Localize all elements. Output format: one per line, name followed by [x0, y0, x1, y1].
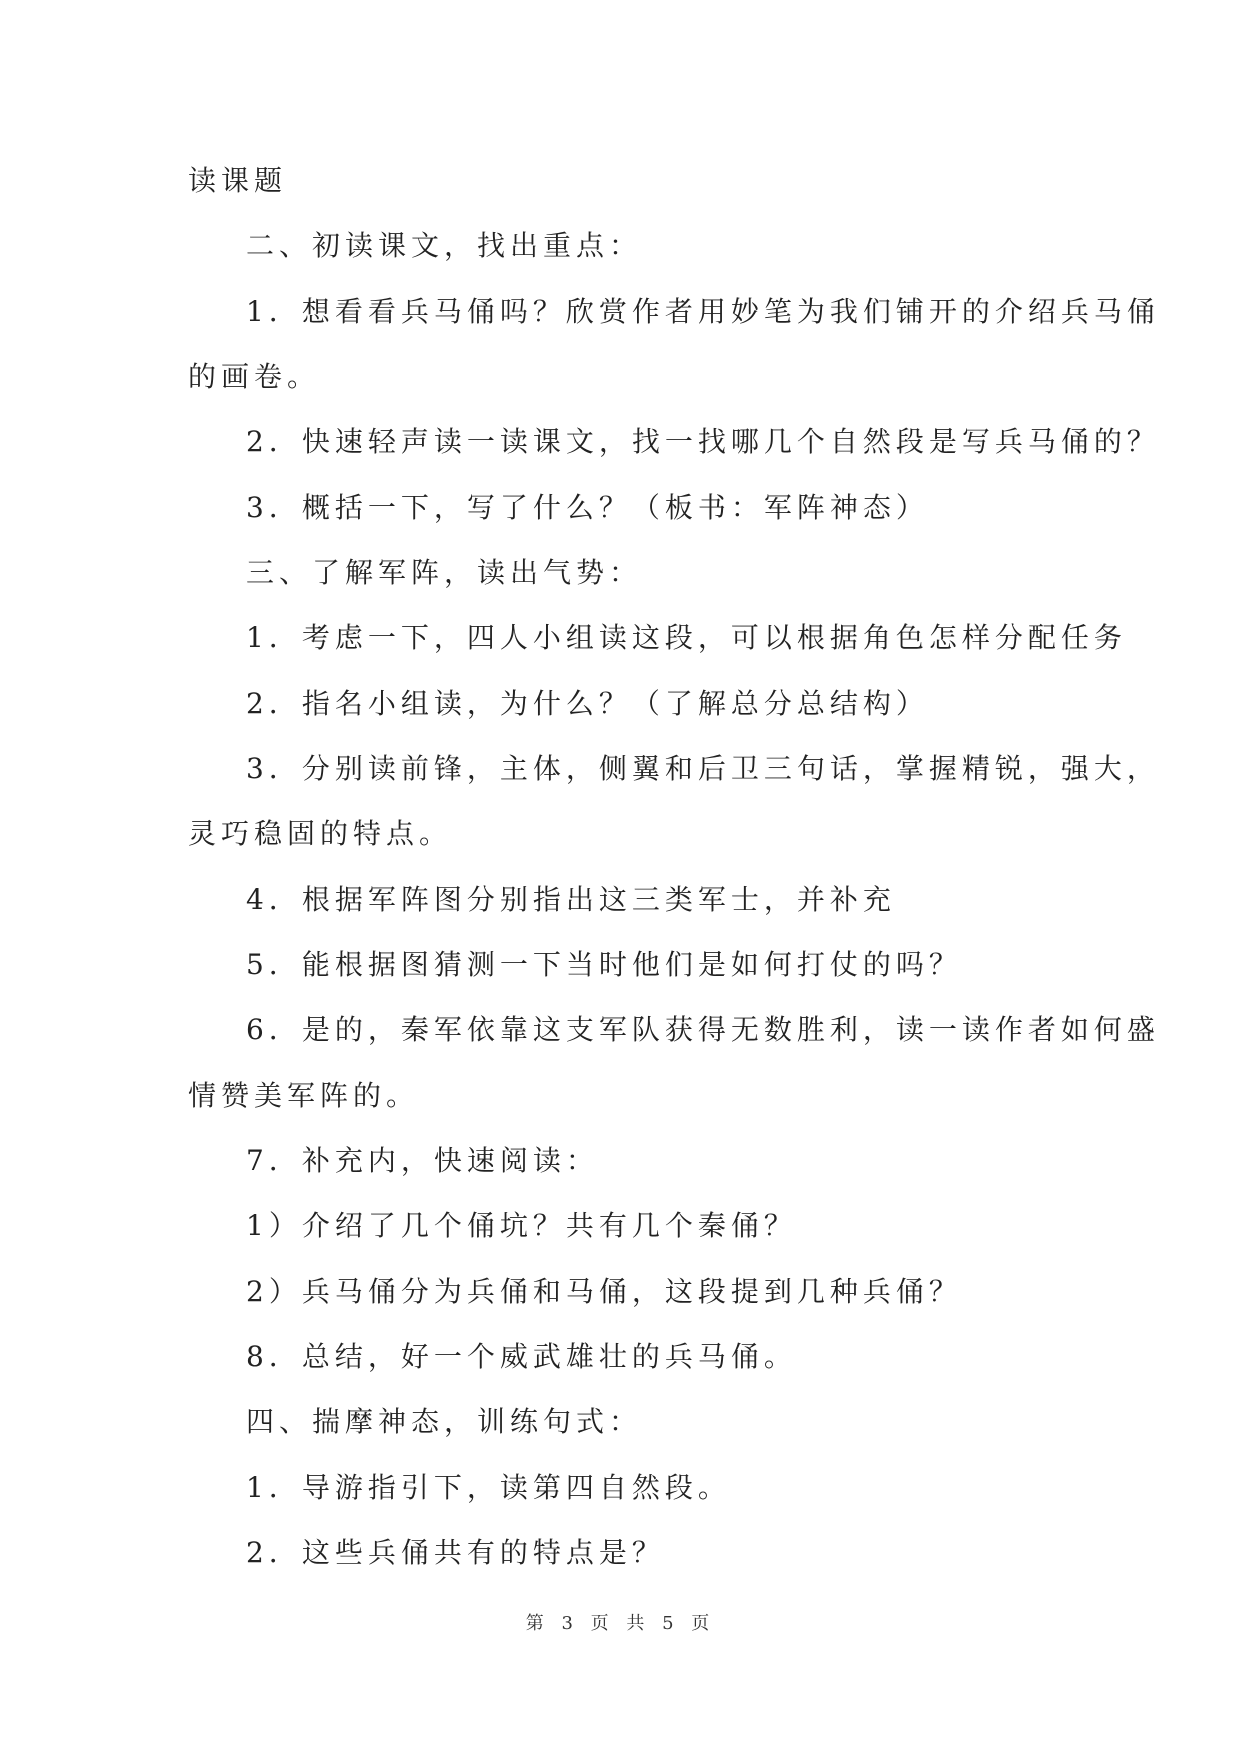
- text-line: 情赞美军阵的。: [188, 1079, 420, 1112]
- text-line: 读课题: [188, 164, 288, 197]
- list-item: 1．考虑一下，四人小组读这段，可以根据角色怎样分配任务: [246, 621, 1127, 654]
- text-line: 灵巧稳固的特点。: [188, 817, 453, 850]
- list-item: 7．补充内，快速阅读：: [246, 1144, 599, 1177]
- list-item: 1）介绍了几个俑坑？共有几个秦俑？: [246, 1209, 797, 1242]
- list-item: 1．想看看兵马俑吗？欣赏作者用妙笔为我们铺开的介绍兵马俑: [246, 295, 1160, 328]
- text-line: 的画卷。: [188, 360, 321, 393]
- section-heading: 三、了解军阵，读出气势：: [246, 556, 643, 589]
- list-item: 6．是的，秦军依靠这支军队获得无数胜利，读一读作者如何盛: [246, 1013, 1160, 1046]
- list-item: 3．分别读前锋，主体，侧翼和后卫三句话，掌握精锐，强大，: [246, 752, 1160, 785]
- list-item: 2．快速轻声读一读课文，找一找哪几个自然段是写兵马俑的？: [246, 425, 1160, 458]
- list-item: 1．导游指引下，读第四自然段。: [246, 1471, 731, 1504]
- section-heading: 二、初读课文，找出重点：: [246, 229, 643, 262]
- list-item: 2）兵马俑分为兵俑和马俑，这段提到几种兵俑？: [246, 1275, 962, 1308]
- list-item: 4．根据军阵图分别指出这三类军士，并补充: [246, 883, 896, 916]
- section-heading: 四、揣摩神态，训练句式：: [246, 1405, 643, 1438]
- list-item: 8．总结，好一个威武雄壮的兵马俑。: [246, 1340, 797, 1373]
- page-number-footer: 第 3 页 共 5 页: [525, 1613, 716, 1634]
- list-item: 2．指名小组读，为什么？（了解总分总结构）: [246, 687, 929, 720]
- list-item: 2．这些兵俑共有的特点是？: [246, 1536, 665, 1569]
- list-item: 5．能根据图猜测一下当时他们是如何打仗的吗？: [246, 948, 962, 981]
- list-item: 3．概括一下，写了什么？（板书：军阵神态）: [246, 491, 929, 524]
